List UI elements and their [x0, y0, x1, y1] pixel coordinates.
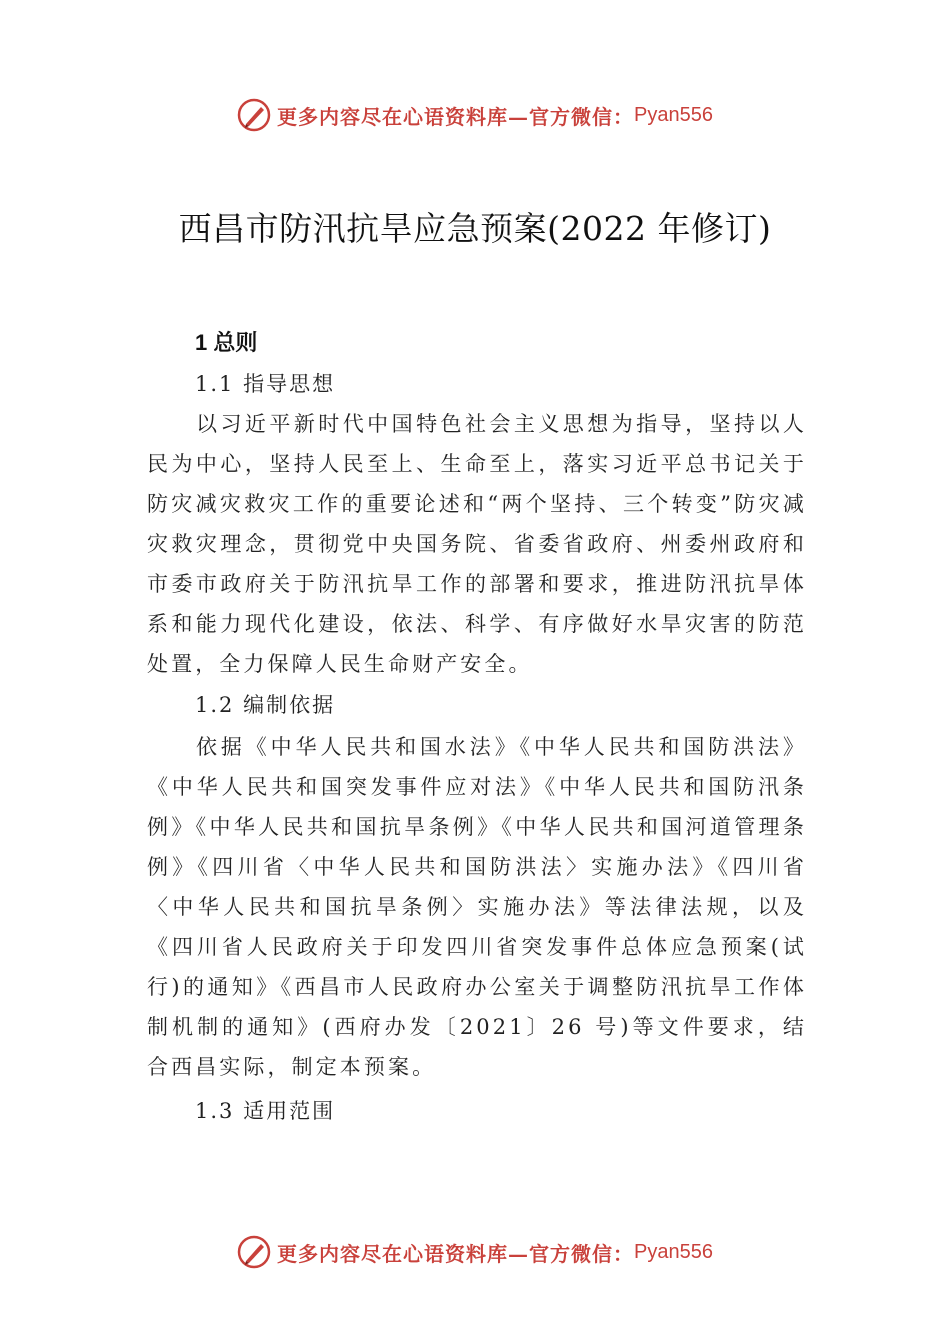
header-watermark — [0, 95, 950, 135]
section-heading-1-2: 1.2 编制依据 — [195, 693, 336, 717]
document-title: 西昌市防汛抗旱应急预案(2022 年修订) — [178, 209, 772, 248]
section-heading-1-3: 1.3 适用范围 — [195, 1099, 336, 1123]
paragraph-guiding-ideology: 以习近平新时代中国特色社会主义思想为指导，坚持以人民为中心，坚持人民至上、生命至上，落实习近平总书记关于防灾减灾救灾工作的重要论述和“两个坚持、三个转变”防灾减灾救灾理念，贯彻党中央国务院、省委省政府、州委州政府和市委市政府关于防汛抗旱工作的部署和要求，推进防汛抗旱体系和能力现代化建设，依法、科学、有序做好水旱灾害的防范处置，全力保障人民生命财产安全。 — [147, 412, 807, 676]
wechat-id: Pyan556 — [634, 1240, 713, 1263]
pen-logo-icon — [237, 98, 271, 132]
section-heading-1: 1 总则 — [195, 330, 258, 355]
watermark-text: 更多内容尽在心语资料库—官方微信： — [277, 1241, 635, 1266]
paragraph-basis: 依据《中华人民共和国水法》《中华人民共和国防洪法》《中华人民共和国突发事件应对法》《中华人民共和国防汛条例》《中华人民共和国抗旱条例》《中华人民共和国河道管理条例》《四川省〈中华人民共和国防洪法〉实施办法》《四川省〈中华人民共和国抗旱条例〉实施办法》等法律法规，以及《四川省人民政府关于印发四川省突发事件总体应急预案(试行)的通知》《西昌市人民政府办公室关于调整防汛抗旱工作体制机制的通知》(西府办发〔2021〕26 号)等文件要求，结合西昌实际，制定本预案。 — [147, 735, 807, 1079]
footer-watermark — [0, 1232, 950, 1272]
watermark-text: 更多内容尽在心语资料库—官方微信： — [277, 104, 635, 129]
pen-logo-icon — [237, 1235, 271, 1269]
wechat-id: Pyan556 — [634, 103, 713, 126]
section-heading-1-1: 1.1 指导思想 — [195, 372, 336, 396]
